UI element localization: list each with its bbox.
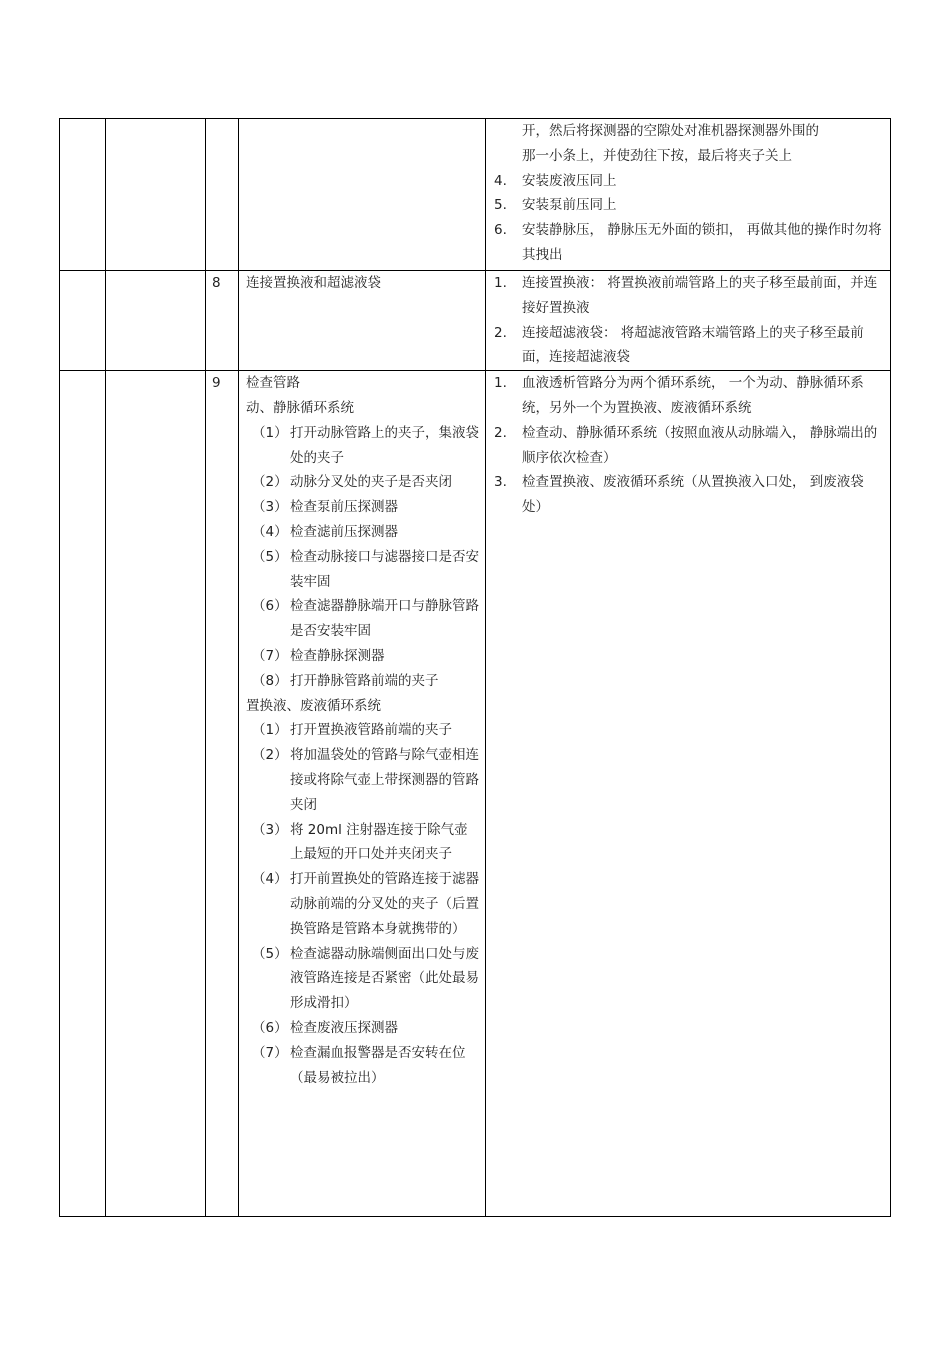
list-item: 4. 安装废液压同上	[494, 172, 617, 189]
list-item: （6） 检查滤器静脉端开口与静脉管路是否安装牢固	[252, 598, 479, 640]
list-item: （4） 打开前置换处的管路连接于滤器动脉前端的分叉处的夹子（后置换管路是管路本身就携带的）	[252, 871, 479, 937]
table-row-continued	[60, 119, 891, 271]
empty-cell	[60, 371, 106, 1217]
step-name: 连接置换液和超滤液袋	[239, 271, 486, 371]
list-item: 3. 检查置换液、废液循环系统（从置换液入口处， 到废液袋处）	[494, 474, 864, 516]
list-item: 6. 安装静脉压， 静脉压无外面的锁扣， 再做其他的操作时勿将其拽出	[494, 222, 882, 263]
table-row-8	[60, 271, 891, 371]
list-item: （3） 检查泵前压探测器	[252, 499, 398, 516]
empty-cell	[206, 119, 239, 271]
description-cell	[486, 371, 891, 1217]
list-item: （5） 检查滤器动脉端侧面出口处与废液管路连接是否紧密（此处最易形成滑扣）	[252, 945, 479, 1012]
description-cell	[486, 119, 891, 271]
list-item: 5. 安装泵前压同上	[494, 197, 617, 214]
list-item: （6） 检查废液压探测器	[252, 1019, 398, 1036]
step-name: 检查管路	[246, 375, 300, 392]
list-item: （4） 检查滤前压探测器	[252, 523, 398, 540]
list-item: （7） 检查静脉探测器	[252, 647, 385, 664]
list-item: （8） 打开静脉管路前端的夹子	[252, 672, 439, 689]
description-cell	[486, 271, 891, 371]
list-item: （5） 检查动脉接口与滤器接口是否安装牢固	[252, 548, 479, 590]
empty-cell	[60, 271, 106, 371]
step-detail-cell	[239, 371, 486, 1217]
list-item: （1） 打开置换液管路前端的夹子	[252, 722, 452, 739]
list-item: （1） 打开动脉管路上的夹子，集液袋处的夹子	[252, 424, 479, 466]
list-item: （3） 将 20ml 注射器连接于除气壶上最短的开口处并夹闭夹子	[252, 821, 468, 863]
list-item: （2） 动脉分叉处的夹子是否夹闭	[252, 474, 452, 491]
group-title: 动、静脉循环系统	[246, 399, 354, 416]
empty-cell	[239, 119, 486, 271]
empty-cell	[106, 271, 206, 371]
list-item: 1. 血液透析管路分为两个循环系统， 一个为动、静脉循环系统，另外一个为置换液、废液循环系统	[494, 375, 864, 416]
group-title: 置换液、废液循环系统	[246, 697, 381, 714]
list-item: 1. 连接置换液： 将置换液前端管路上的夹子移至最前面，并连接好置换液	[494, 275, 878, 316]
step-number: 8	[206, 271, 239, 371]
list-item: （2） 将加温袋处的管路与除气壶相连接或将除气壶上带探测器的管路夹闭	[252, 747, 479, 813]
empty-cell	[60, 119, 106, 271]
list-item: 2. 检查动、静脉循环系统（按照血液从动脉端入， 静脉端出的顺序依次检查）	[494, 424, 878, 466]
step-number: 9	[206, 371, 239, 1217]
procedure-table	[59, 118, 891, 1217]
empty-cell	[106, 371, 206, 1217]
list-item: （7） 检查漏血报警器是否安转在位（最易被拉出）	[252, 1044, 466, 1086]
desc-continuation-line: 开，然后将探测器的空隙处对准机器探测器外围的	[522, 123, 819, 139]
table-row-9	[60, 371, 891, 1217]
empty-cell	[106, 119, 206, 271]
desc-continuation-line: 那一小条上，并使劲往下按，最后将夹子关上	[522, 147, 792, 164]
list-item: 2. 连接超滤液袋： 将超滤液管路末端管路上的夹子移至最前面，连接超滤液袋	[494, 324, 864, 366]
